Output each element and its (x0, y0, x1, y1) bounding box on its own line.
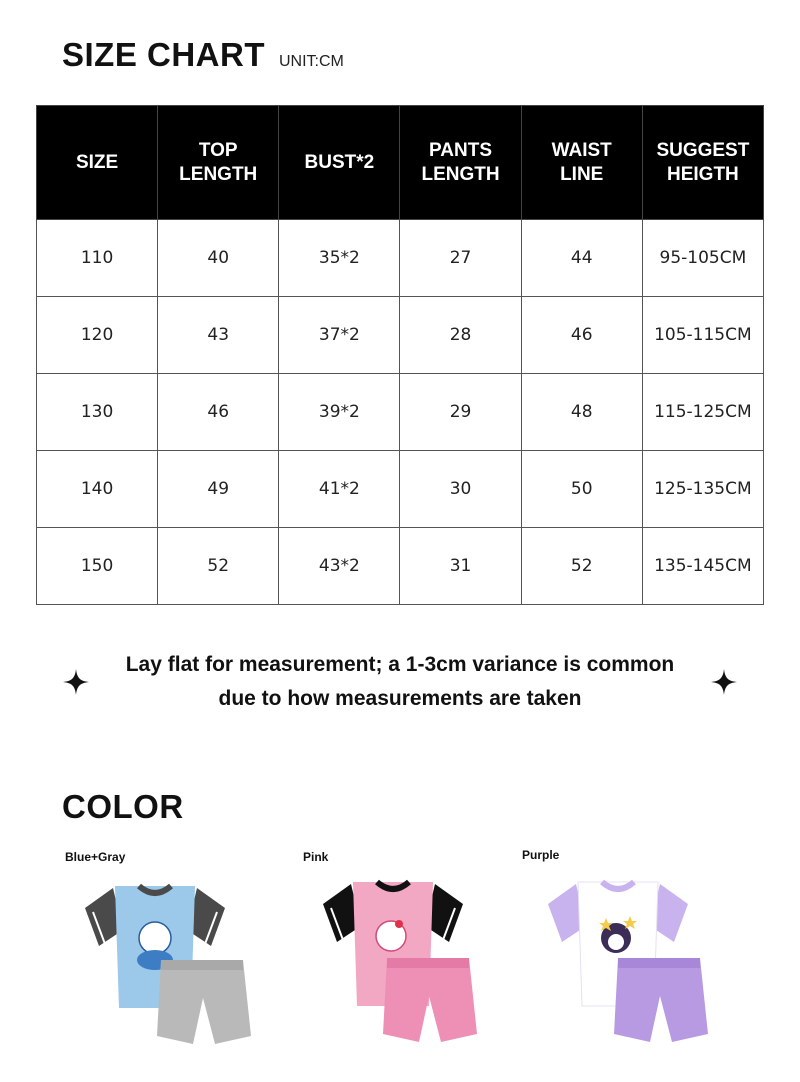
header-pants-length: PANTS LENGTH (400, 106, 521, 220)
table-cell: 150 (37, 528, 158, 605)
header-suggest-height: SUGGEST HEIGTH (642, 106, 763, 220)
table-cell: 105-115CM (642, 297, 763, 374)
table-cell: 27 (400, 220, 521, 297)
header-waist-line: WAIST LINE (521, 106, 642, 220)
table-cell: 140 (37, 451, 158, 528)
color-variant-blue-gray (65, 850, 265, 1050)
color-variant-pink (303, 850, 503, 1050)
table-cell: 29 (400, 374, 521, 451)
sparkle-star-icon (62, 668, 90, 696)
table-cell: 43*2 (279, 528, 400, 605)
table-cell: 37*2 (279, 297, 400, 374)
table-cell: 52 (521, 528, 642, 605)
table-row (37, 528, 764, 605)
size-chart-table (36, 105, 764, 605)
character-print (139, 922, 171, 954)
shorts (614, 958, 708, 1042)
product-image (65, 868, 265, 1053)
table-cell: 110 (37, 220, 158, 297)
table-cell: 41*2 (279, 451, 400, 528)
table-cell: 50 (521, 451, 642, 528)
table-cell: 44 (521, 220, 642, 297)
table-cell: 46 (158, 374, 279, 451)
variant-label: Purple (522, 848, 560, 862)
table-cell: 39*2 (279, 374, 400, 451)
product-image (303, 868, 503, 1053)
table-cell: 120 (37, 297, 158, 374)
table-cell: 125-135CM (642, 451, 763, 528)
table-cell: 115-125CM (642, 374, 763, 451)
table-cell: 95-105CM (642, 220, 763, 297)
header-bust: BUST*2 (279, 106, 400, 220)
table-cell: 30 (400, 451, 521, 528)
page-title: SIZE CHART (62, 36, 265, 73)
note-line-1: Lay flat for measurement; a 1-3cm variance is common (125, 653, 675, 676)
size-chart-heading (62, 36, 344, 74)
color-variant-purple (522, 848, 732, 1048)
table-row (37, 451, 764, 528)
table-cell: 35*2 (279, 220, 400, 297)
table-cell: 28 (400, 297, 521, 374)
header-top-length: TOP LENGTH (158, 106, 279, 220)
sparkle-star-icon (710, 668, 738, 696)
table-row (37, 374, 764, 451)
note-line-2: due to how measurements are taken (218, 687, 582, 710)
table-row (37, 297, 764, 374)
header-size: SIZE (37, 106, 158, 220)
product-image (522, 868, 732, 1053)
table-cell: 130 (37, 374, 158, 451)
unit-label: UNIT:CM (279, 53, 344, 70)
table-cell: 52 (158, 528, 279, 605)
variant-label: Pink (303, 850, 329, 864)
table-cell: 40 (158, 220, 279, 297)
shorts (157, 960, 251, 1044)
variant-label: Blue+Gray (65, 850, 126, 864)
shorts (383, 958, 477, 1042)
table-cell: 49 (158, 451, 279, 528)
table-header-row (37, 106, 764, 220)
table-cell: 43 (158, 297, 279, 374)
measurement-note (90, 648, 710, 716)
table-cell: 31 (400, 528, 521, 605)
table-cell: 135-145CM (642, 528, 763, 605)
table-cell: 46 (521, 297, 642, 374)
table-cell: 48 (521, 374, 642, 451)
table-row (37, 220, 764, 297)
color-section-title: COLOR (62, 788, 184, 825)
